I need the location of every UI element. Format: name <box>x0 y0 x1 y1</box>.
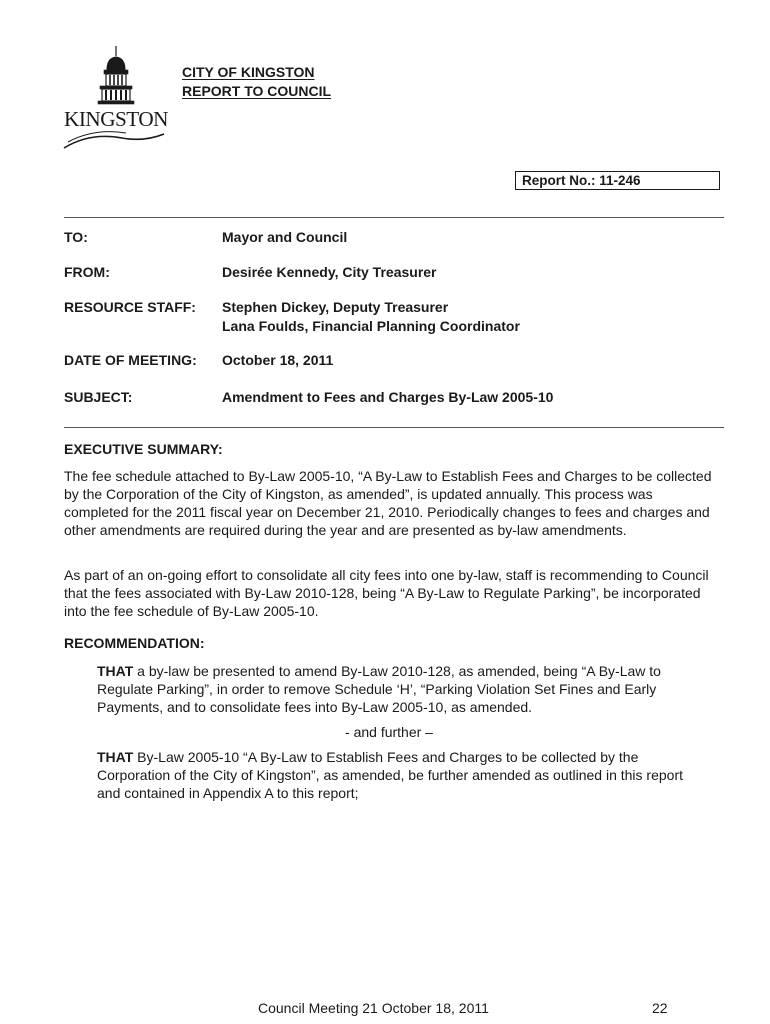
executive-summary-heading: EXECUTIVE SUMMARY: <box>64 441 223 457</box>
resource-staff-value-2: Lana Foulds, Financial Planning Coordinator <box>222 318 520 334</box>
page-number: 22 <box>652 1000 668 1016</box>
to-value: Mayor and Council <box>222 229 348 245</box>
from-label: FROM: <box>64 264 110 280</box>
subject-value: Amendment to Fees and Charges By-Law 2005-10 <box>222 389 554 405</box>
kingston-wordmark: KINGSTON <box>64 107 169 131</box>
document-header-city: CITY OF KINGSTON <box>182 64 315 80</box>
executive-summary-paragraph-1: The fee schedule attached to By-Law 2005-10, “A By-Law to Establish Fees and Charges to be collected by the Corporation of the City of Kingston, as amended”, is updated annually. This process was completed for the 2011 fiscal year on December 21, 2010. Periodically changes to fees and charges and other amendments are required during the year and are presented as by-law amendments. <box>64 468 712 538</box>
recommendation-item-2 <box>97 748 709 802</box>
recommendation-item-1 <box>97 662 709 716</box>
to-label: TO: <box>64 229 88 245</box>
date-of-meeting-label: DATE OF MEETING: <box>64 352 197 368</box>
recommendation-1-lead: THAT <box>97 663 134 679</box>
executive-summary-paragraph-2: As part of an on-going effort to consolidate all city fees into one by-law, staff is recommending to Council that the fees associated with By-Law 2010-128, being “A By-Law to Regulate Parking”, be incorporated into the fee schedule of By-Law 2005-10. <box>64 567 709 619</box>
resource-staff-value-1: Stephen Dickey, Deputy Treasurer <box>222 299 449 315</box>
recommendation-heading: RECOMMENDATION: <box>64 635 205 651</box>
kingston-logo <box>60 42 172 154</box>
resource-staff-label: RESOURCE STAFF: <box>64 299 196 315</box>
divider-bottom <box>64 427 724 428</box>
date-of-meeting-value: October 18, 2011 <box>222 352 334 368</box>
recommendation-1-text: a by-law be presented to amend By-Law 2010-128, as amended, being “A By-Law to Regulate Parking”, in order to remove Schedule ‘H’, “Parking Violation Set Fines and Early Payments, and to consolidate fees into By-Law 2005-10, as amended. <box>97 663 661 715</box>
document-header-report: REPORT TO COUNCIL <box>182 83 332 99</box>
footer-meeting-info: Council Meeting 21 October 18, 2011 <box>258 1000 489 1016</box>
divider-top <box>64 217 724 218</box>
wave-swoosh-icon <box>64 134 164 148</box>
and-further-separator: - and further – <box>345 724 433 740</box>
subject-label: SUBJECT: <box>64 389 133 405</box>
from-value: Desirée Kennedy, City Treasurer <box>222 264 437 280</box>
report-number-box: Report No.: 11-246 <box>515 171 720 190</box>
recommendation-2-text: By-Law 2005-10 “A By-Law to Establish Fees and Charges to be collected by the Corporation of the City of Kingston”, as amended, be further amended as outlined in this report and contained in Appendix A to this report; <box>97 749 684 801</box>
recommendation-2-lead: THAT <box>97 749 134 765</box>
city-hall-dome-icon <box>98 46 134 104</box>
